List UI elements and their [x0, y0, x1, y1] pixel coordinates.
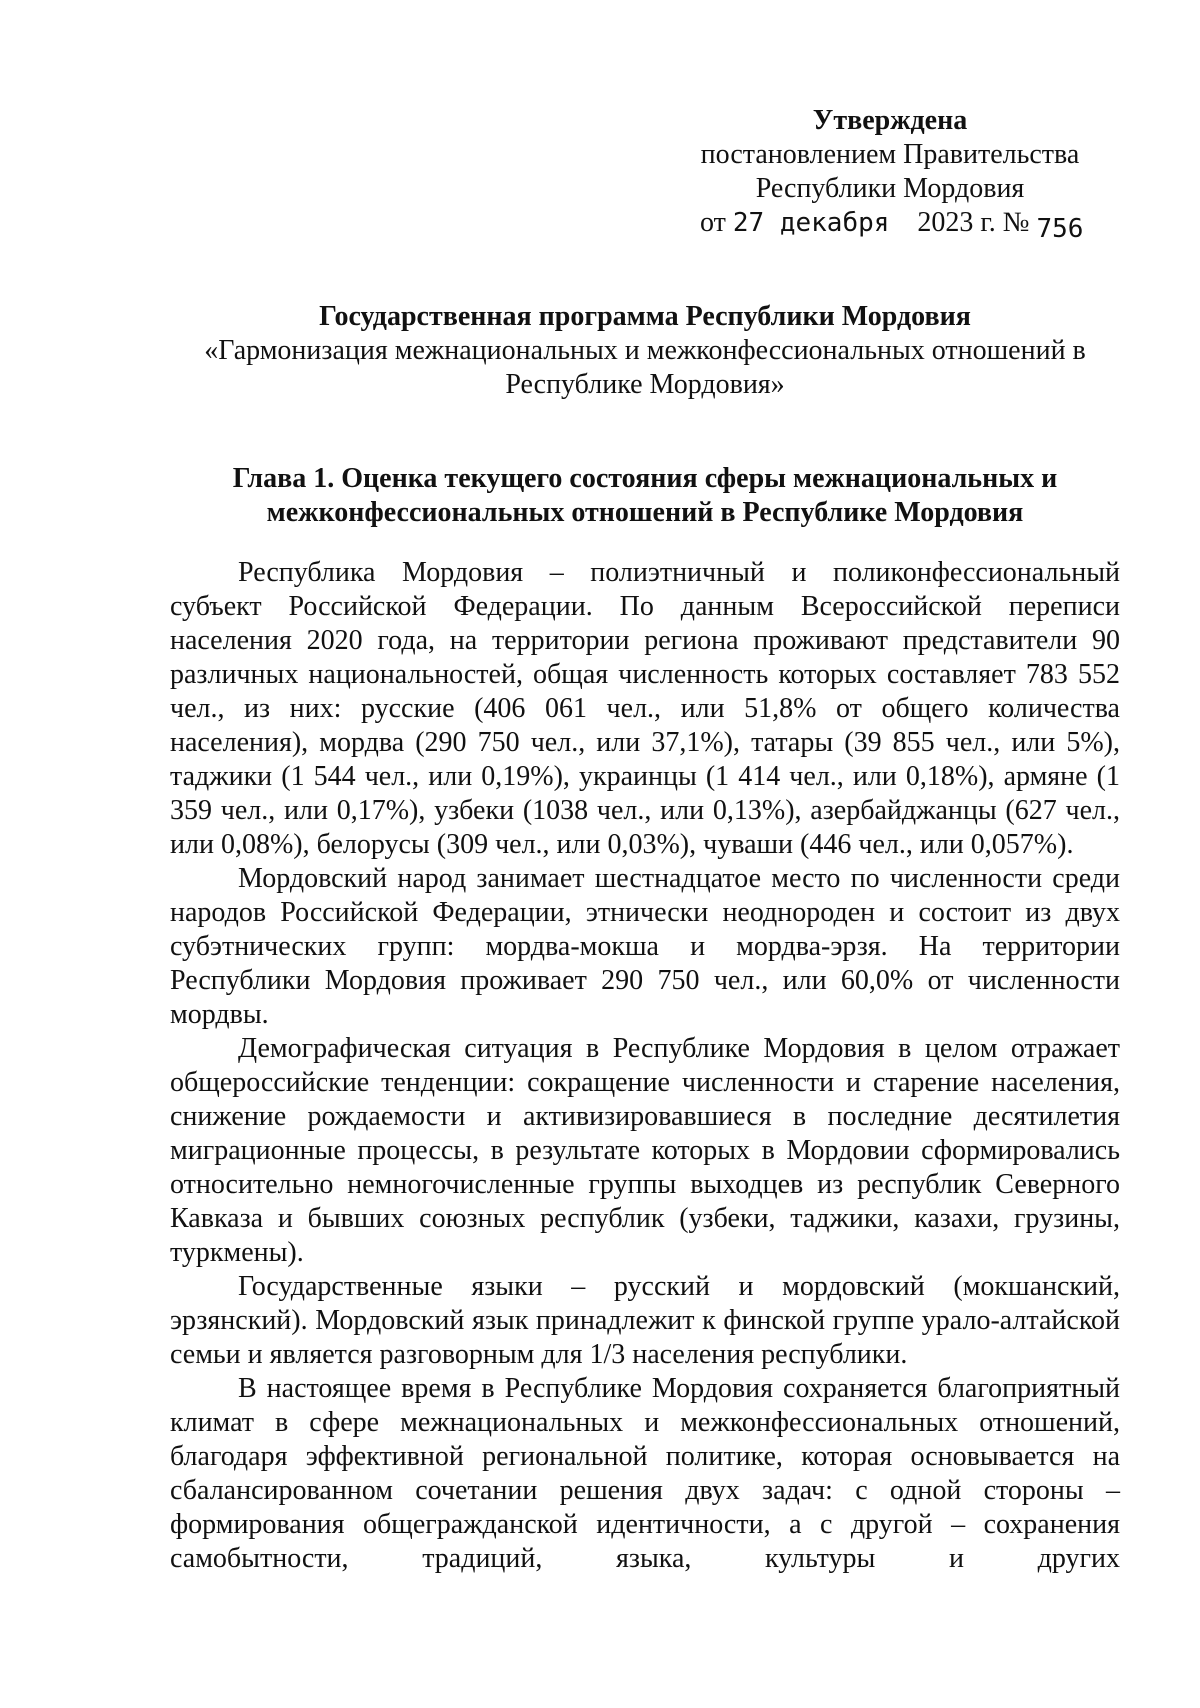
program-subtitle: «Гармонизация межнациональных и межконфессиональных отношений в Республике Мордовия» — [204, 335, 1086, 400]
approval-line-1: постановлением Правительства — [700, 139, 1080, 170]
date-prefix: от — [700, 207, 726, 238]
approval-date-line — [700, 206, 1084, 244]
paragraph: Государственные языки – русский и мордовский (мокшанский, эрзянский). Мордовский язык принадлежит к финской группе урало-алтайской семьи и является разговорным для 1/3 населения республики. — [170, 1271, 1120, 1370]
approval-heading: Утверждена — [812, 105, 968, 136]
decree-number: 756 — [1036, 214, 1084, 244]
paragraph: Демографическая ситуация в Республике Мордовия в целом отражает общероссийские тенденции: сокращение численности и старение населения, снижение рождаемости и активизировавшиеся в последние десятилетия миграционные процессы, в результате которых в Мордовии сформировались относительно немногочисленные группы выходцев из республик Северного Кавказа и бывших союзных республик (узбеки, таджики, казахи, грузины, туркмены). — [170, 1033, 1120, 1268]
paragraph: В настоящее время в Республике Мордовия сохраняется благоприятный климат в сфере межнациональных и межконфессиональных отношений, благодаря эффективной региональной политике, которая основывается на сбалансированном сочетании решения двух задач: с одной стороны – формирования общегражданской идентичности, а с другой – сохранения самобытности, традиций, языка, культуры и других — [170, 1373, 1120, 1574]
program-title-block — [170, 300, 1120, 402]
chapter-title: Глава 1. Оценка текущего состояния сферы межнациональных и межконфессиональных отношений в Республике Мордовия — [232, 463, 1058, 528]
approval-line-2: Республики Мордовия — [755, 173, 1025, 204]
paragraph: Республика Мордовия – полиэтничный и поликонфессиональный субъект Российской Федерации. По данным Всероссийской переписи населения 2020 года, на территории региона проживают представители 90 различных национальностей, общая численность которых составляет 783 552 чел., из них: русские (406 061 чел., или 51,8% от общего количества населения), мордва (290 750 чел., или 37,1%), татары (39 855 чел., или 5%), таджики (1 544 чел., или 0,19%), украинцы (1 414 чел., или 0,18%), армяне (1 359 чел., или 0,17%), узбеки (1038 чел., или 0,13%), азербайджанцы (627 чел., или 0,08%), белорусы (309 чел., или 0,03%), чуваши (446 чел., или 0,057%). — [170, 557, 1120, 860]
paragraph: Мордовский народ занимает шестнадцатое место по численности среди народов Российской Федерации, этнически неоднороден и состоит из двух субэтнических групп: мордва-мокша и мордва-эрзя. На территории Республики Мордовия проживает 290 750 чел., или 60,0% от численности мордвы. — [170, 863, 1120, 1030]
body-text — [170, 556, 1120, 1576]
program-title: Государственная программа Республики Мордовия — [319, 301, 971, 332]
date-year: 2023 г. № — [917, 207, 1030, 238]
approval-block — [700, 104, 1084, 244]
date-handwritten: 27 декабря — [732, 208, 890, 238]
